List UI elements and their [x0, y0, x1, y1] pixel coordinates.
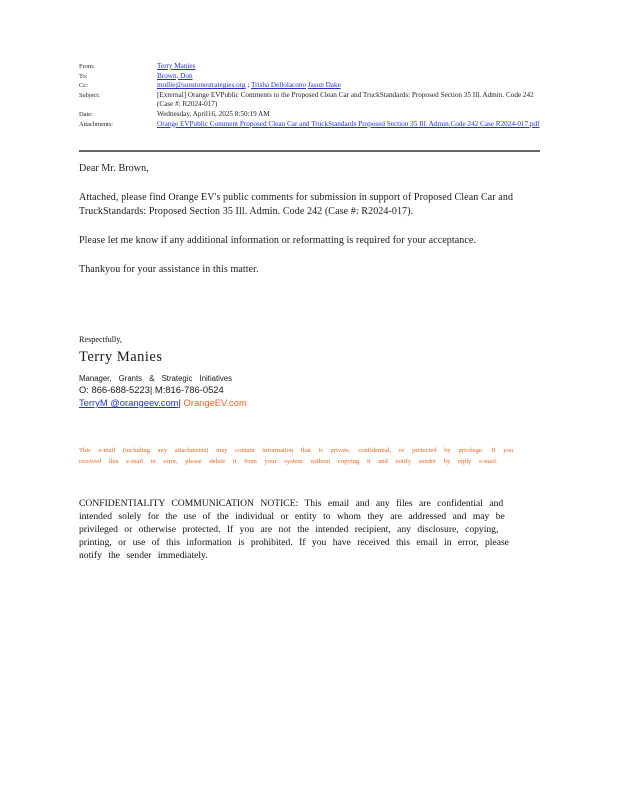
subject-value: [External] Orange EVPublic Comments to the Proposed Clean Car and TruckStandards: Proposed Section 35 Ill. Admin. Code 242 (Case #: R2024-017) — [157, 90, 534, 109]
cc-row — [79, 81, 541, 91]
date-row — [79, 110, 541, 120]
signature-contact — [79, 397, 539, 408]
attachment-link[interactable]: Orange EVPublic Comment Proposed Clean Car and TruckStandards Proposed Section 35 Ill. Admin.Code 242 Case R2024-017.pdf — [157, 119, 540, 128]
sign-off: Respectfully, — [79, 335, 122, 344]
confidentiality-notice: CONFIDENTIALITY COMMUNICATION NOTICE: This email and any files are confidential and intended solely for the use of the individual or entity to whom they are addressed and may be privileged or otherwise protected. If you are not the intended recipient, any disclosure, copying, printing, or use of this information is prohibited. If you have received this email in error, please notify the sender immediately. — [79, 498, 509, 561]
paragraph-3: Thankyou for your assistance in this matter. — [79, 264, 259, 275]
attachments-row — [79, 120, 541, 130]
from-label: From: — [79, 63, 95, 70]
header-divider — [79, 150, 540, 152]
to-label: To: — [79, 72, 88, 80]
to-link[interactable]: Brown, Don — [157, 71, 193, 80]
signature-title: Manager, Grants & Strategic Initiatives — [79, 374, 233, 383]
cc-separator: ; — [247, 81, 250, 90]
to-row — [79, 72, 541, 82]
email-body — [79, 162, 529, 292]
subject-label: Subject: — [79, 91, 100, 99]
date-value: Wednesday, April16, 2025 8:50:19 AM — [157, 109, 270, 118]
cc-label: Cc: — [79, 82, 88, 90]
greeting: Dear Mr. Brown, — [79, 163, 149, 174]
cc-link-trisha[interactable]: Trisha Dellolacono — [251, 81, 307, 90]
attachments-label: Attachments: — [79, 120, 114, 128]
paragraph-2: Please let me know if any additional information or reformatting is required for your acceptance. — [79, 235, 477, 246]
subject-row — [79, 91, 541, 110]
date-label: Date: — [79, 110, 93, 118]
email-header — [79, 62, 541, 129]
signature-name: Terry Manies — [79, 349, 163, 365]
cc-link-jason[interactable]: Jason Dake — [307, 81, 341, 90]
signature-phone: O: 866-688-5223| M:816-786-0524 — [79, 384, 224, 395]
signature-website[interactable]: OrangeEV.com — [183, 397, 247, 408]
signature-email-link[interactable]: TerryM @orangeev.com — [79, 397, 179, 408]
cc-values — [157, 81, 541, 91]
paragraph-1: Attached, please find Orange EV's public comments for submission in support of Proposed Clean Car and TruckStandards: Proposed Section 35 Ill. Admin. Code 242 (Case #: R2024-017). — [79, 192, 514, 217]
from-link[interactable]: Terry Manies — [157, 62, 196, 70]
email-disclaimer: This e-mail (including any attachments) may contain information that is private, confidential, or protected by privilege. If you received this e-mail in error, please delete it from your system without copying it and notify sender by reply e-mail. — [79, 447, 514, 465]
from-row — [79, 62, 541, 72]
signature-separator: | — [178, 397, 181, 408]
signature-block — [79, 335, 539, 408]
cc-link-mollie[interactable]: mollie@sunstonestrategies.org — [157, 81, 246, 90]
